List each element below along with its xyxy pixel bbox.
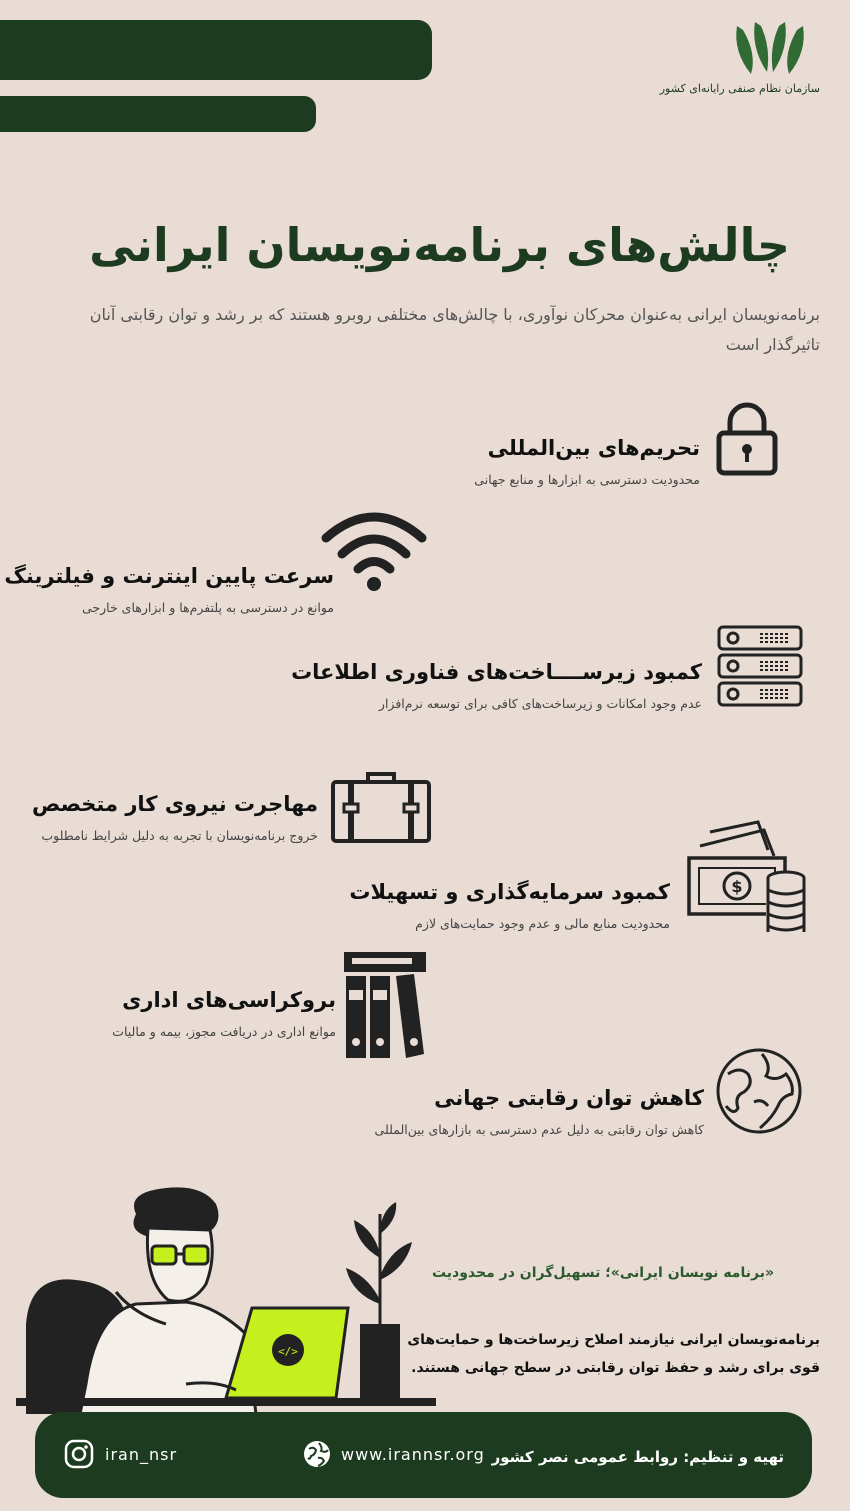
challenge-item-bureaucracy bbox=[112, 988, 336, 1039]
svg-text:</>: </> bbox=[278, 1345, 298, 1358]
globe-icon bbox=[301, 1438, 333, 1470]
challenge-title: تحریم‌های بین‌المللی bbox=[487, 436, 700, 460]
programmer-illustration bbox=[16, 1184, 436, 1414]
instagram-icon bbox=[63, 1438, 95, 1470]
challenge-desc: عدم وجود امکانات و زیرساخت‌های کافی برای توسعه نرم‌افزار bbox=[378, 696, 702, 711]
challenge-item-sanctions bbox=[474, 436, 700, 487]
challenge-title: کاهش توان رقابتی جهانی bbox=[434, 1086, 704, 1110]
challenge-item-brain-drain bbox=[32, 792, 318, 843]
server-icon bbox=[716, 624, 804, 708]
website-link[interactable] bbox=[301, 1438, 485, 1470]
quote-body: برنامه‌نویسان ایرانی نیازمند اصلاح زیرساخت‌ها و حمایت‌های قوی برای رشد و حفظ توان رقابتی در سطح جهانی هستند. bbox=[407, 1332, 820, 1376]
challenge-title: کمبود سرمایه‌گذاری و تسهیلات bbox=[349, 880, 670, 904]
challenge-title: بروکراسی‌های اداری bbox=[122, 988, 336, 1012]
instagram-link[interactable] bbox=[63, 1438, 177, 1470]
challenge-item-infrastructure bbox=[291, 660, 702, 711]
decor-bar-bottom bbox=[0, 96, 316, 132]
challenge-item-internet bbox=[4, 564, 334, 615]
binders-icon bbox=[340, 950, 430, 1060]
challenge-desc: محدودیت منابع مالی و عدم وجود حمایت‌های لازم bbox=[415, 916, 670, 931]
lock-icon bbox=[714, 402, 780, 476]
challenge-title: مهاجرت نیروی کار متخصص bbox=[31, 792, 318, 816]
quote-title: «برنامه نویسان ایرانی»؛ تسهیل‌گران در محدودیت bbox=[431, 1265, 774, 1281]
footer-bar bbox=[35, 1412, 812, 1498]
briefcase-icon bbox=[330, 770, 432, 844]
svg-text:$: $ bbox=[731, 877, 743, 896]
challenge-item-investment bbox=[349, 880, 670, 931]
challenge-desc: موانع اداری در دریافت مجوز، بیمه و مالیات bbox=[112, 1024, 336, 1039]
wifi-icon bbox=[320, 506, 428, 594]
challenge-item-competitiveness bbox=[375, 1086, 704, 1137]
challenge-desc: موانع در دسترسی به پلتفرم‌ها و ابزارهای خارجی bbox=[81, 600, 334, 615]
challenge-desc: کاهش توان رقابتی به دلیل عدم دسترسی به بازارهای بین‌المللی bbox=[374, 1122, 704, 1137]
globe-icon bbox=[714, 1046, 804, 1136]
nsr-logo bbox=[659, 18, 820, 95]
page-title: چالش‌های برنامه‌نویسان ایرانی bbox=[89, 218, 790, 272]
logo-text: سازمان نظام صنفی رایانه‌ای کشور bbox=[659, 82, 820, 95]
page-subtitle: برنامه‌نویسان ایرانی به‌عنوان محرکان نوآوری، با چالش‌های مختلفی روبرو هستند که بر رشد و توان رقابتی آنان تاثیرگذار است bbox=[89, 305, 820, 354]
decor-bar-top bbox=[0, 20, 432, 80]
leaf-logo-icon bbox=[731, 18, 809, 80]
challenge-desc: محدودیت دسترسی به ابزارها و منابع جهانی bbox=[474, 472, 700, 487]
website-url: www.irannsr.org bbox=[341, 1444, 485, 1464]
challenge-title: سرعت پایین اینترنت و فیلترینگ bbox=[4, 564, 334, 588]
challenge-title: کمبود زیرســــاخت‌های فناوری اطلاعات bbox=[291, 660, 702, 684]
challenge-desc: خروج برنامه‌نویسان با تجربه به دلیل شرایط نامطلوب bbox=[41, 828, 318, 843]
instagram-handle: iran_nsr bbox=[105, 1444, 178, 1464]
credit-text: تهیه و تنظیم: روابط عمومی نصر کشور bbox=[491, 1448, 784, 1466]
money-icon bbox=[686, 820, 808, 938]
